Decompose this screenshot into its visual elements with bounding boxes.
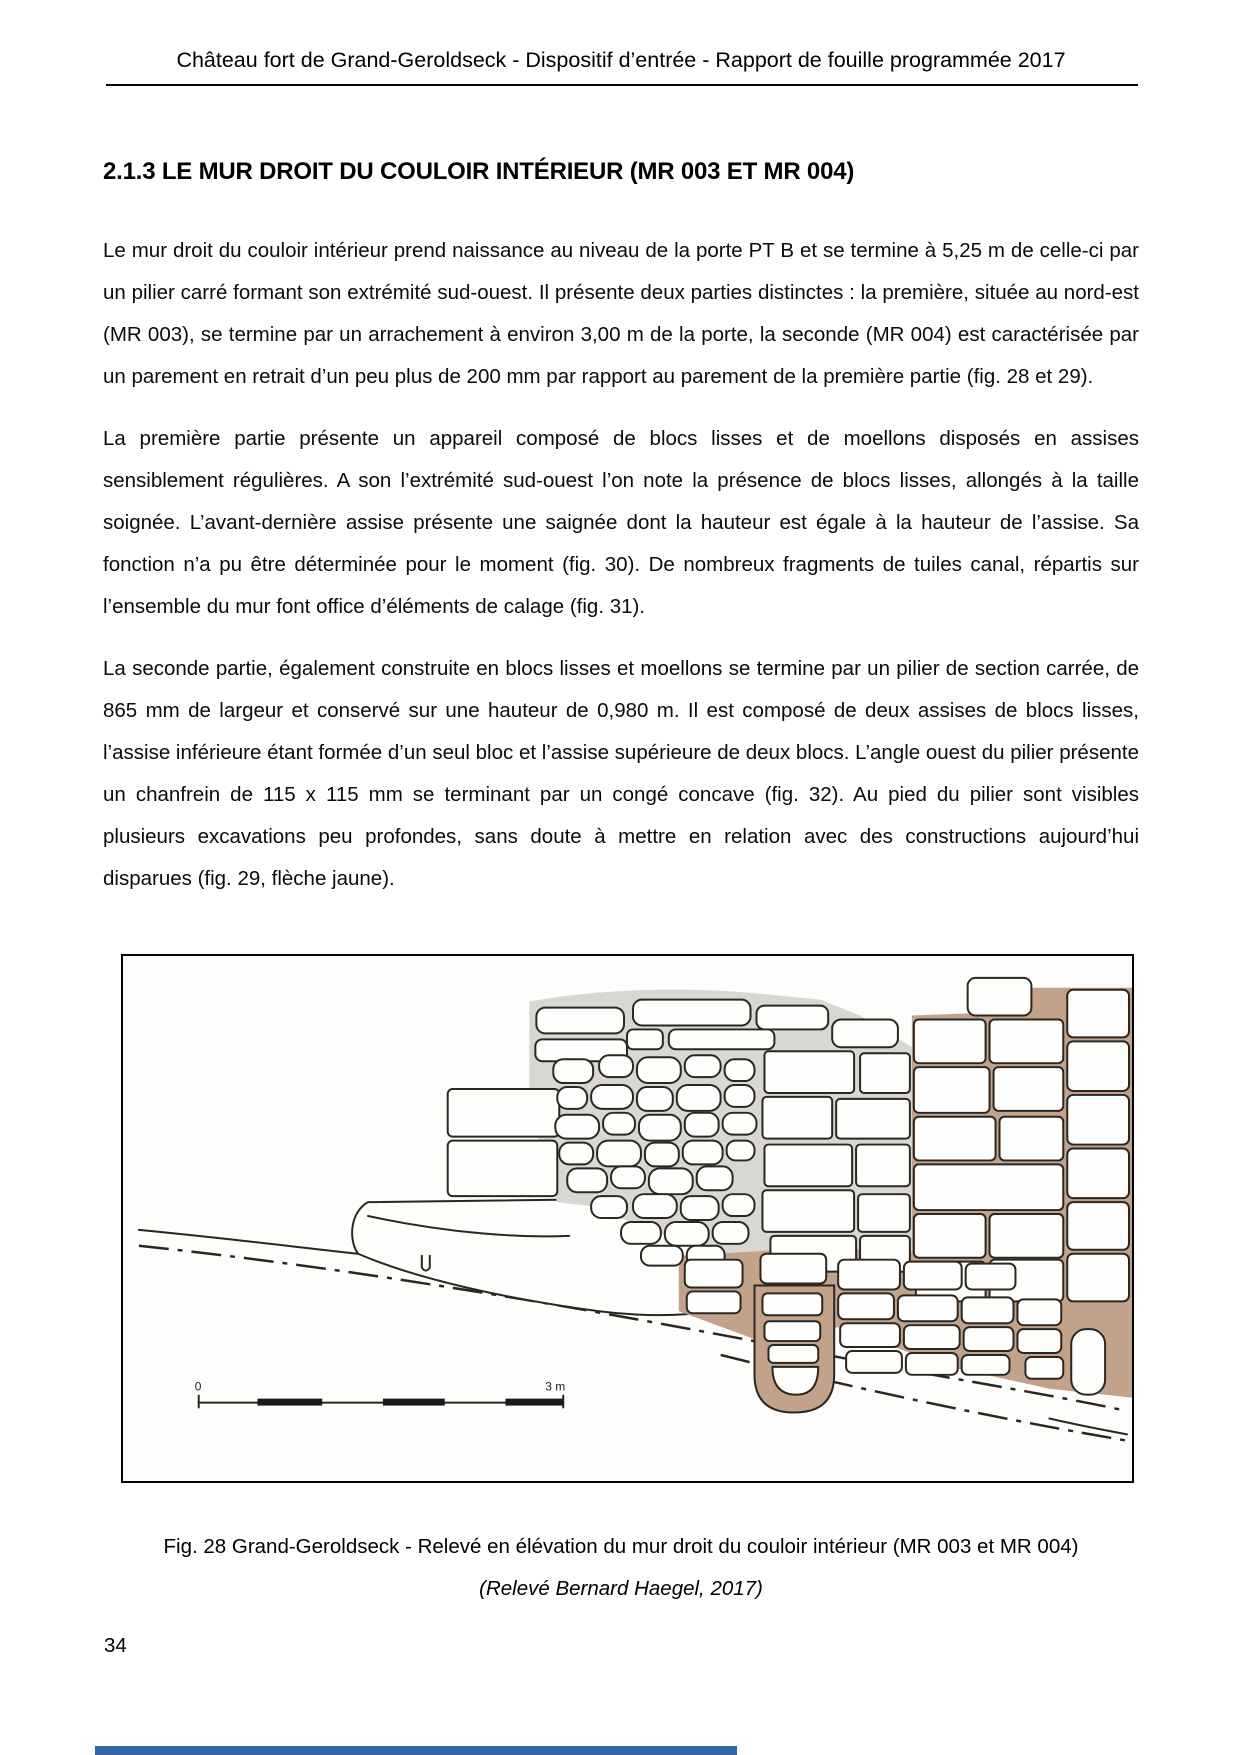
figure-caption: Fig. 28 Grand-Geroldseck - Relevé en élévation du mur droit du couloir intérieur (MR 003 et MR 004)	[163, 1535, 1079, 1558]
left-ashlar-blocks	[448, 1089, 560, 1196]
page-number: 34	[104, 1634, 127, 1657]
page-header: Château fort de Grand-Geroldseck - Dispositif d’entrée - Rapport de fouille programmée 2017	[176, 48, 1066, 72]
bottom-accent-bar	[95, 1746, 737, 1755]
section-heading: 2.1.3 LE MUR DROIT DU COULOIR INTÉRIEUR (MR 003 ET MR 004)	[103, 158, 855, 185]
paragraph-1: Le mur droit du couloir intérieur prend naissance au niveau de la porte PT B et se termine à 5,25 m de celle-ci par un pilier carré formant son extrémité sud-ouest. Il présente deux parties distinctes : la première, située au nord-est (MR 003), se termine par un arrachement à environ 3,00 m de la porte, la seconde (MR 004) est caractérisée par un parement en retrait d’un peu plus de 200 mm par rapport au parement de la première partie (fig. 28 et 29).	[103, 239, 1139, 388]
figure-credit: (Relevé Bernard Haegel, 2017)	[479, 1577, 763, 1600]
scale-zero-label: 0	[194, 1379, 202, 1394]
figure-28-frame	[121, 954, 1134, 1483]
figure-28-drawing	[123, 956, 1132, 1481]
paragraph-2: La première partie présente un appareil composé de blocs lisses et de moellons disposés en assises sensiblement régulières. A son l’extrémité sud-ouest l’on note la présence de blocs lisses, allongés à la taille soignée. L’avant-dernière assise présente une saignée dont la hauteur est égale à la hauteur de l’assise. Sa fonction n’a pu être déterminée pour le moment (fig. 30). De nombreux fragments de tuiles canal, répartis sur l’ensemble du mur font office d’éléments de calage (fig. 31).	[103, 427, 1139, 618]
header-rule	[106, 84, 1138, 86]
buried-pier	[754, 1285, 834, 1412]
middle-ashlar-blocks	[762, 1051, 909, 1271]
body-text	[103, 230, 1139, 920]
scale-end-label: 3 m	[545, 1379, 566, 1394]
scale-bar	[195, 1380, 566, 1408]
paragraph-3: La seconde partie, également construite en blocs lisses et moellons se termine par un pilier de section carrée, de 865 mm de largeur et conservé sur une hauteur de 0,980 m. Il est composé de deux assises de blocs lisses, l’assise inférieure étant formée d’un seul bloc et l’assise supérieure de deux blocs. L’angle ouest du pilier présente un chanfrein de 115 x 115 mm se terminant par un congé concave (fig. 32). Au pied du pilier sont visibles plusieurs excavations peu profondes, sans doute à mettre en relation avec des constructions aujourd’hui disparues (fig. 29, flèche jaune).	[103, 657, 1139, 890]
